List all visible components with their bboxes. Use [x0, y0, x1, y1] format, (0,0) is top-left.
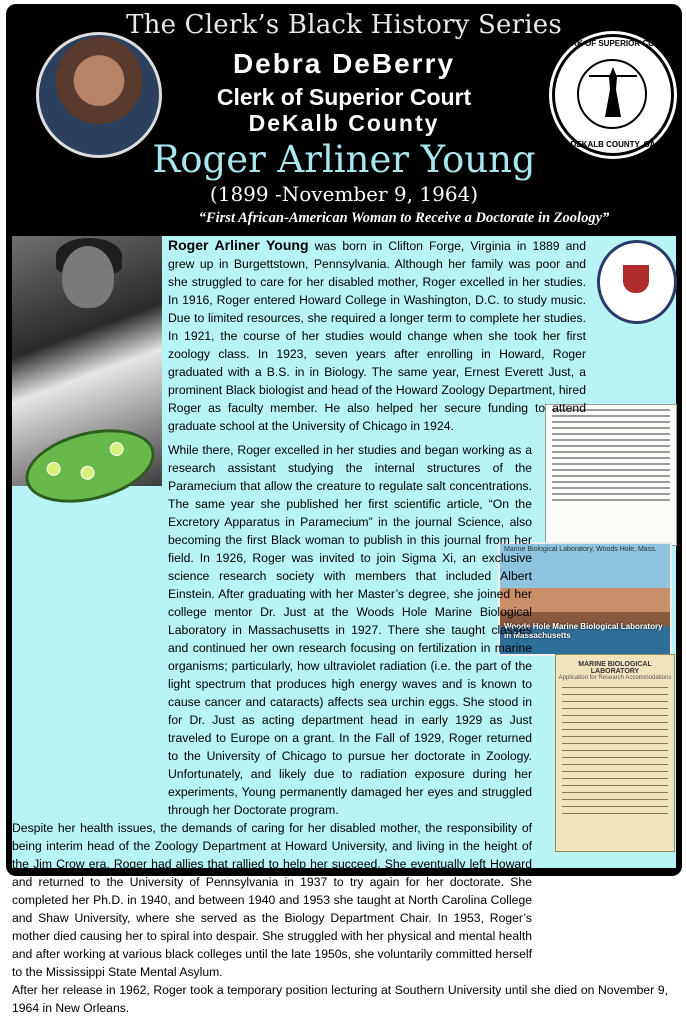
clerk-county: DeKalb County — [248, 110, 440, 136]
series-title: The Clerk’s Black History Series — [126, 10, 562, 40]
card-title: MARINE BIOLOGICAL LABORATORY — [578, 661, 652, 675]
biography-panel — [12, 236, 676, 1015]
postcard-header: Marine Biological Laboratory, Woods Hole, Mass. — [504, 546, 657, 553]
subject-name: Roger Arliner Young — [152, 138, 536, 181]
bio-paragraph-4: After her release in 1962, Roger took a temporary position lecturing at Southern University until she died on November 9, 1964 in New Orleans. — [12, 983, 668, 1015]
card-subtitle: Application for Research Accommodations — [558, 675, 672, 681]
clerk-name: Debra DeBerry — [232, 48, 456, 79]
biography-text — [12, 236, 672, 1017]
bio-paragraph-2: While there, Roger excelled in her studies and began working as a research assistant studying the internal structures of the Paramecium that allow the creature to regulate salt concentrations. The same year she published her first scientific article, “On the Excretory Apparatus in Paramecium” in the journal Science, also becoming the first Black woman to publish in this journal from her field. In 1926, Roger was invited to join Sigma Xi, an exclusive science research society with members that included Albert Einstein. After graduating with her Master’s degree, she joined her college mentor Dr. Just at the Woods Hole Marine Biological Laboratory in Massachusetts in 1927. There she taught classes and continued her own research focusing on fertilization in marine organisms; particularly, how ultraviolet radiation (i.e. the part of the light spectrum that produces high energy waves and is known to cause cancer and cataracts) affects sea urchin eggs. She stood in for Dr. Just as acting department head in early 1929 as Just traveled to Europe on a grant. In the Fall of 1929, Roger returned to the University of Chicago to pursue her doctorate in Zoology. Unfortunately, and likely due to radiation exposure during her experiments, Young permanently damaged her eyes and struggled through her Doctorate program. — [168, 443, 532, 817]
postcard-caption: Woods Hole Marine Biological Laboratory in Massachusetts — [504, 622, 663, 640]
clerk-title: Clerk of Superior Court — [216, 84, 472, 110]
seal-top-text: CLERK OF SUPERIOR COURT — [555, 39, 671, 48]
subject-quote: “First African-American Woman to Receive a Doctorate in Zoology” — [198, 210, 610, 226]
subject-dates: (1899 -November 9, 1964) — [209, 182, 479, 206]
poster-panel — [6, 4, 682, 1015]
seal-bottom-text: DEKALB COUNTY, GA — [570, 140, 656, 149]
bio-lead-name: Roger Arliner Young — [168, 237, 309, 253]
bio-paragraph-1 — [168, 236, 586, 435]
bio-paragraph-3: Despite her health issues, the demands of caring for her disabled mother, the responsibility of being interim head of the Zoology Department at Howard University, and living in the height of the Jim Crow era, Roger had allies that rallied to help her succeed. She eventually left Howard and returned to the University of Pennsylvania in 1937 to try again for her doctorate. She completed her Ph.D. in 1940, and between 1940 and 1953 she taught at North Carolina College and Shaw University, where she served as the Biology Department Chair. In 1953, Roger’s mother died causing her to spiral into despair. She struggled with her physical and mental health and after working at various black colleges until the late 1950s, she voluntarily committed herself to the Mississippi State Mental Asylum. — [12, 821, 532, 979]
bio-paragraph-1-text: was born in Clifton Forge, Virginia in 1889 and grew up in Burgettstown, Pennsylvania. Although her family was poor and she struggled to care for her disabled mother, Roger excelled in her studies. In 1916, Roger entered Howard College in Washington, D.C. to study music. Due to limited resources, she required a longer term to complete her studies. In 1921, the course of her studies would change when she took her first zoology class. In 1923, seven years after enrolling in Howard, Roger graduated with a B.S. in in Biology. The same year, Ernest Everett Just, a prominent Black biologist and head of the Howard Zoology Department, hired Roger as faculty member. He also helped her secure funding to attend graduate school at the University of Chicago in 1924. — [168, 239, 586, 433]
